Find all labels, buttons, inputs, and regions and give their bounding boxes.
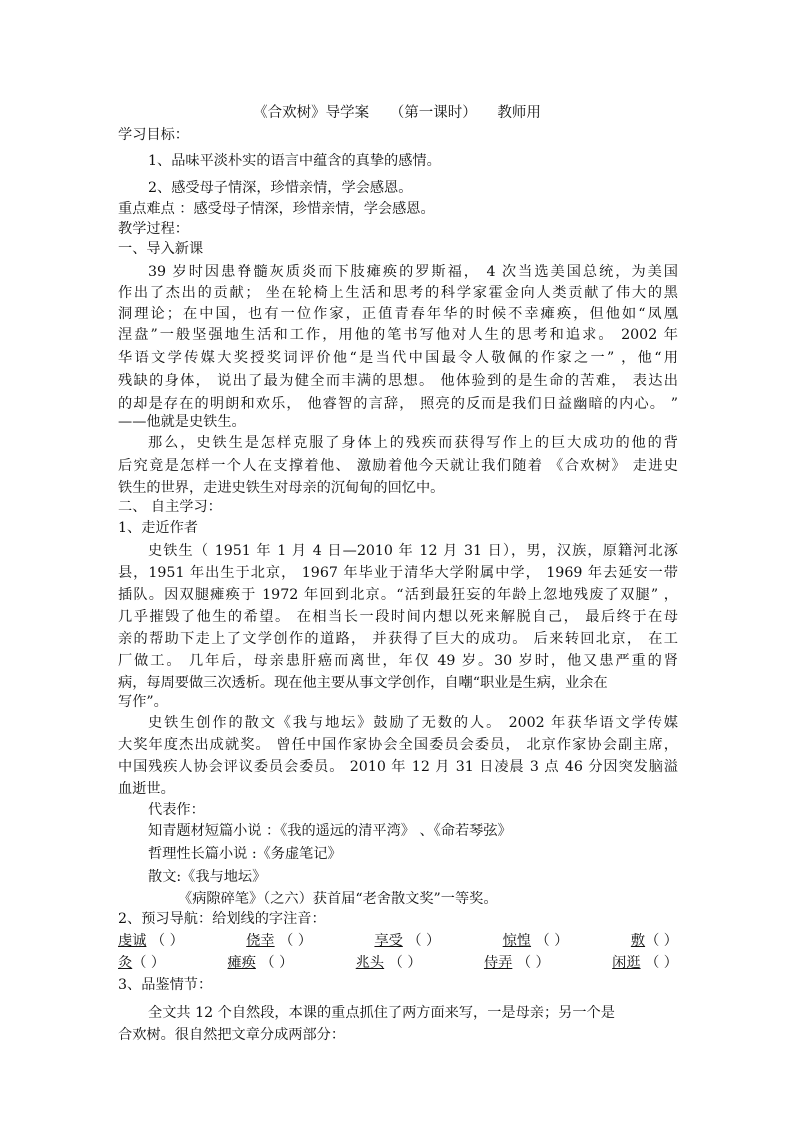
- section2-heading: 二、 自主学习：: [118, 499, 222, 515]
- paragraph-line: 那么，史铁生是怎样克服了身体上的残疾而获得写作上的巨大成功的他的背: [148, 435, 678, 451]
- paragraph-line: 全文共 12 个自然段，本课的重点抓住了两方面来写，一是母亲；另一个是: [148, 1005, 615, 1021]
- pinyin-item[interactable]: 惊惶 （ ）: [502, 933, 569, 949]
- works-item: 知青题材短篇小说 ：《我的遥远的清平湾》 、《命若琴弦》: [148, 823, 512, 839]
- annotated-word: 灸: [118, 955, 133, 971]
- annotated-word: 瘫痪: [227, 955, 256, 971]
- audience-label: 教师用: [497, 105, 541, 121]
- paragraph-line: 合欢树。很自然把文章分成两部分：: [118, 1027, 346, 1043]
- paragraph-line: 洞理论；在中国，也有一位作家，正值青春年华的时候不幸瘫痪，但他如“凤凰: [118, 306, 678, 322]
- paragraph-line: 作出了杰出的贡献； 坐在轮椅上生活和思考的科学家霍金向人类贡献了伟大的黑: [118, 285, 678, 301]
- key-points: 重点难点 ：感受母子情深，珍惜亲情，学会感恩。: [118, 201, 435, 217]
- annotated-word: 侍弄: [483, 955, 513, 971]
- pinyin-item[interactable]: 享受 （ ）: [374, 933, 441, 949]
- paragraph-line: 残缺的身体， 说出了最为健全而丰满的思想。 他体验到的是生命的苦难， 表达出: [118, 373, 678, 389]
- pinyin-item[interactable]: 兆头 （ ）: [355, 955, 422, 971]
- pinyin-item[interactable]: 敷（ ）: [630, 933, 678, 949]
- goals-heading: 学习目标：: [118, 127, 189, 143]
- subheading-author: 1、走近作者: [118, 520, 198, 536]
- paragraph-line: 县，1951 年出生于北京， 1967 年毕业于清华大学附属中学， 1969 年去延安一带: [118, 565, 678, 581]
- goal-item-1: 1、品味平淡朴实的语言中蕴含的真挚的感情。: [148, 153, 441, 169]
- subheading-preview: 2、预习导航：给划线的字注音：: [118, 911, 326, 927]
- paragraph-line: 亲的帮助下走上了文学创作的道路， 并获得了巨大的成功。 后来转回北京， 在工: [118, 631, 678, 647]
- session-label: （第一课时）: [389, 105, 477, 121]
- pinyin-item[interactable]: 瘫痪 （ ）: [227, 955, 294, 971]
- pinyin-item[interactable]: 侥幸 （ ）: [246, 933, 313, 949]
- paragraph-line: 铁生的世界，走进史铁生对母亲的沉甸甸的回忆中。: [118, 480, 445, 496]
- paragraph-line: 血逝世。: [118, 781, 175, 797]
- pinyin-item[interactable]: 灸（ ）: [118, 955, 166, 971]
- annotated-word: 享受: [374, 933, 403, 949]
- pinyin-item[interactable]: 闲逛 （ ）: [612, 955, 678, 971]
- paragraph-line: 中国残疾人协会评议委员会委员。 2010 年 12 月 31 日凌晨 3 点 46 分因突发脑溢: [118, 759, 678, 775]
- paragraph-line: 写作”。: [118, 694, 168, 710]
- annotated-word: 敷: [630, 933, 646, 949]
- pinyin-row: [118, 931, 678, 951]
- annotated-word: 兆头: [355, 955, 385, 971]
- annotated-word: 惊惶: [502, 933, 532, 949]
- process-heading: 教学过程：: [118, 221, 189, 237]
- paragraph-line: 史铁生（ 1951 年 1 月 4 日—2010 年 12 月 31 日），男，汉族，原籍河北涿: [148, 543, 678, 559]
- paragraph-line: 几乎摧毁了他生的希望。 在相当长一段时间内想以死来解脱自己， 最后终于在母: [118, 609, 678, 625]
- subheading-plot: 3、品鉴情节：: [118, 977, 213, 993]
- paragraph-line: 病，每周要做三次透析。现在他主要从事文学创作，自嘲“职业是生病，业余在: [118, 675, 608, 691]
- pinyin-row: [118, 953, 678, 973]
- paragraph-line: 插队。因双腿瘫痪于 1972 年回到北京。“活到最狂妄的年龄上忽地残废了双腿” ，: [118, 587, 678, 603]
- document-title: 《合欢树》导学案: [253, 105, 370, 121]
- paragraph-line: 涅盘”一般坚强地生活和工作，用他的笔书写他对人生的思考和追求。 2002 年: [118, 327, 678, 343]
- paragraph-line: 39 岁时因患脊髓灰质炎而下肢瘫痪的罗斯福， 4 次当选美国总统，为美国: [148, 264, 678, 280]
- pinyin-item[interactable]: 侍弄 （ ）: [483, 955, 550, 971]
- section1-heading: 一、导入新课: [118, 241, 204, 257]
- works-item: 哲理性长篇小说 :《务虚笔记》: [148, 846, 342, 862]
- paragraph-line: 的却是存在的明朗和欢乐， 他睿智的言辞， 照亮的反而是我们日益幽暗的内心。 ”: [118, 396, 678, 412]
- works-item: 散文:《我与地坛》: [148, 869, 267, 885]
- paragraph-line: 大奖年度杰出成就奖。 曾任中国作家协会全国委员会委员， 北京作家协会副主席，: [118, 737, 678, 753]
- paragraph-line: 史铁生创作的散文《我与地坛》鼓励了无数的人。 2002 年获华语文学传媒: [148, 715, 678, 731]
- paragraph-line: ——他就是史铁生。: [118, 414, 246, 430]
- annotated-word: 侥幸: [246, 933, 275, 949]
- paragraph-line: 华语文学传媒大奖授奖词评价他“是当代中国最令人敬佩的作家之一” ，他“用: [118, 350, 678, 366]
- paragraph-line: 后究竟是怎样一个人在支撑着他、 激励着他今天就让我们随着 《合欢树》 走进史: [118, 458, 678, 474]
- goal-item-2: 2、感受母子情深，珍惜亲情，学会感恩。: [148, 180, 413, 196]
- annotated-word: 虔诚: [118, 933, 147, 949]
- paragraph-line: 厂做工。 几年后，母亲患肝癌而离世，年仅 49 岁。30 岁时，他又患严重的肾: [118, 653, 678, 669]
- works-item: 《病隙碎笔》（之六）获首届“老舍散文奖”一等奖。: [178, 891, 498, 907]
- works-heading: 代表作：: [148, 802, 205, 818]
- pinyin-item[interactable]: 虔诚 （ ）: [118, 933, 184, 949]
- annotated-word: 闲逛: [612, 955, 641, 971]
- document-title-line: [0, 103, 794, 123]
